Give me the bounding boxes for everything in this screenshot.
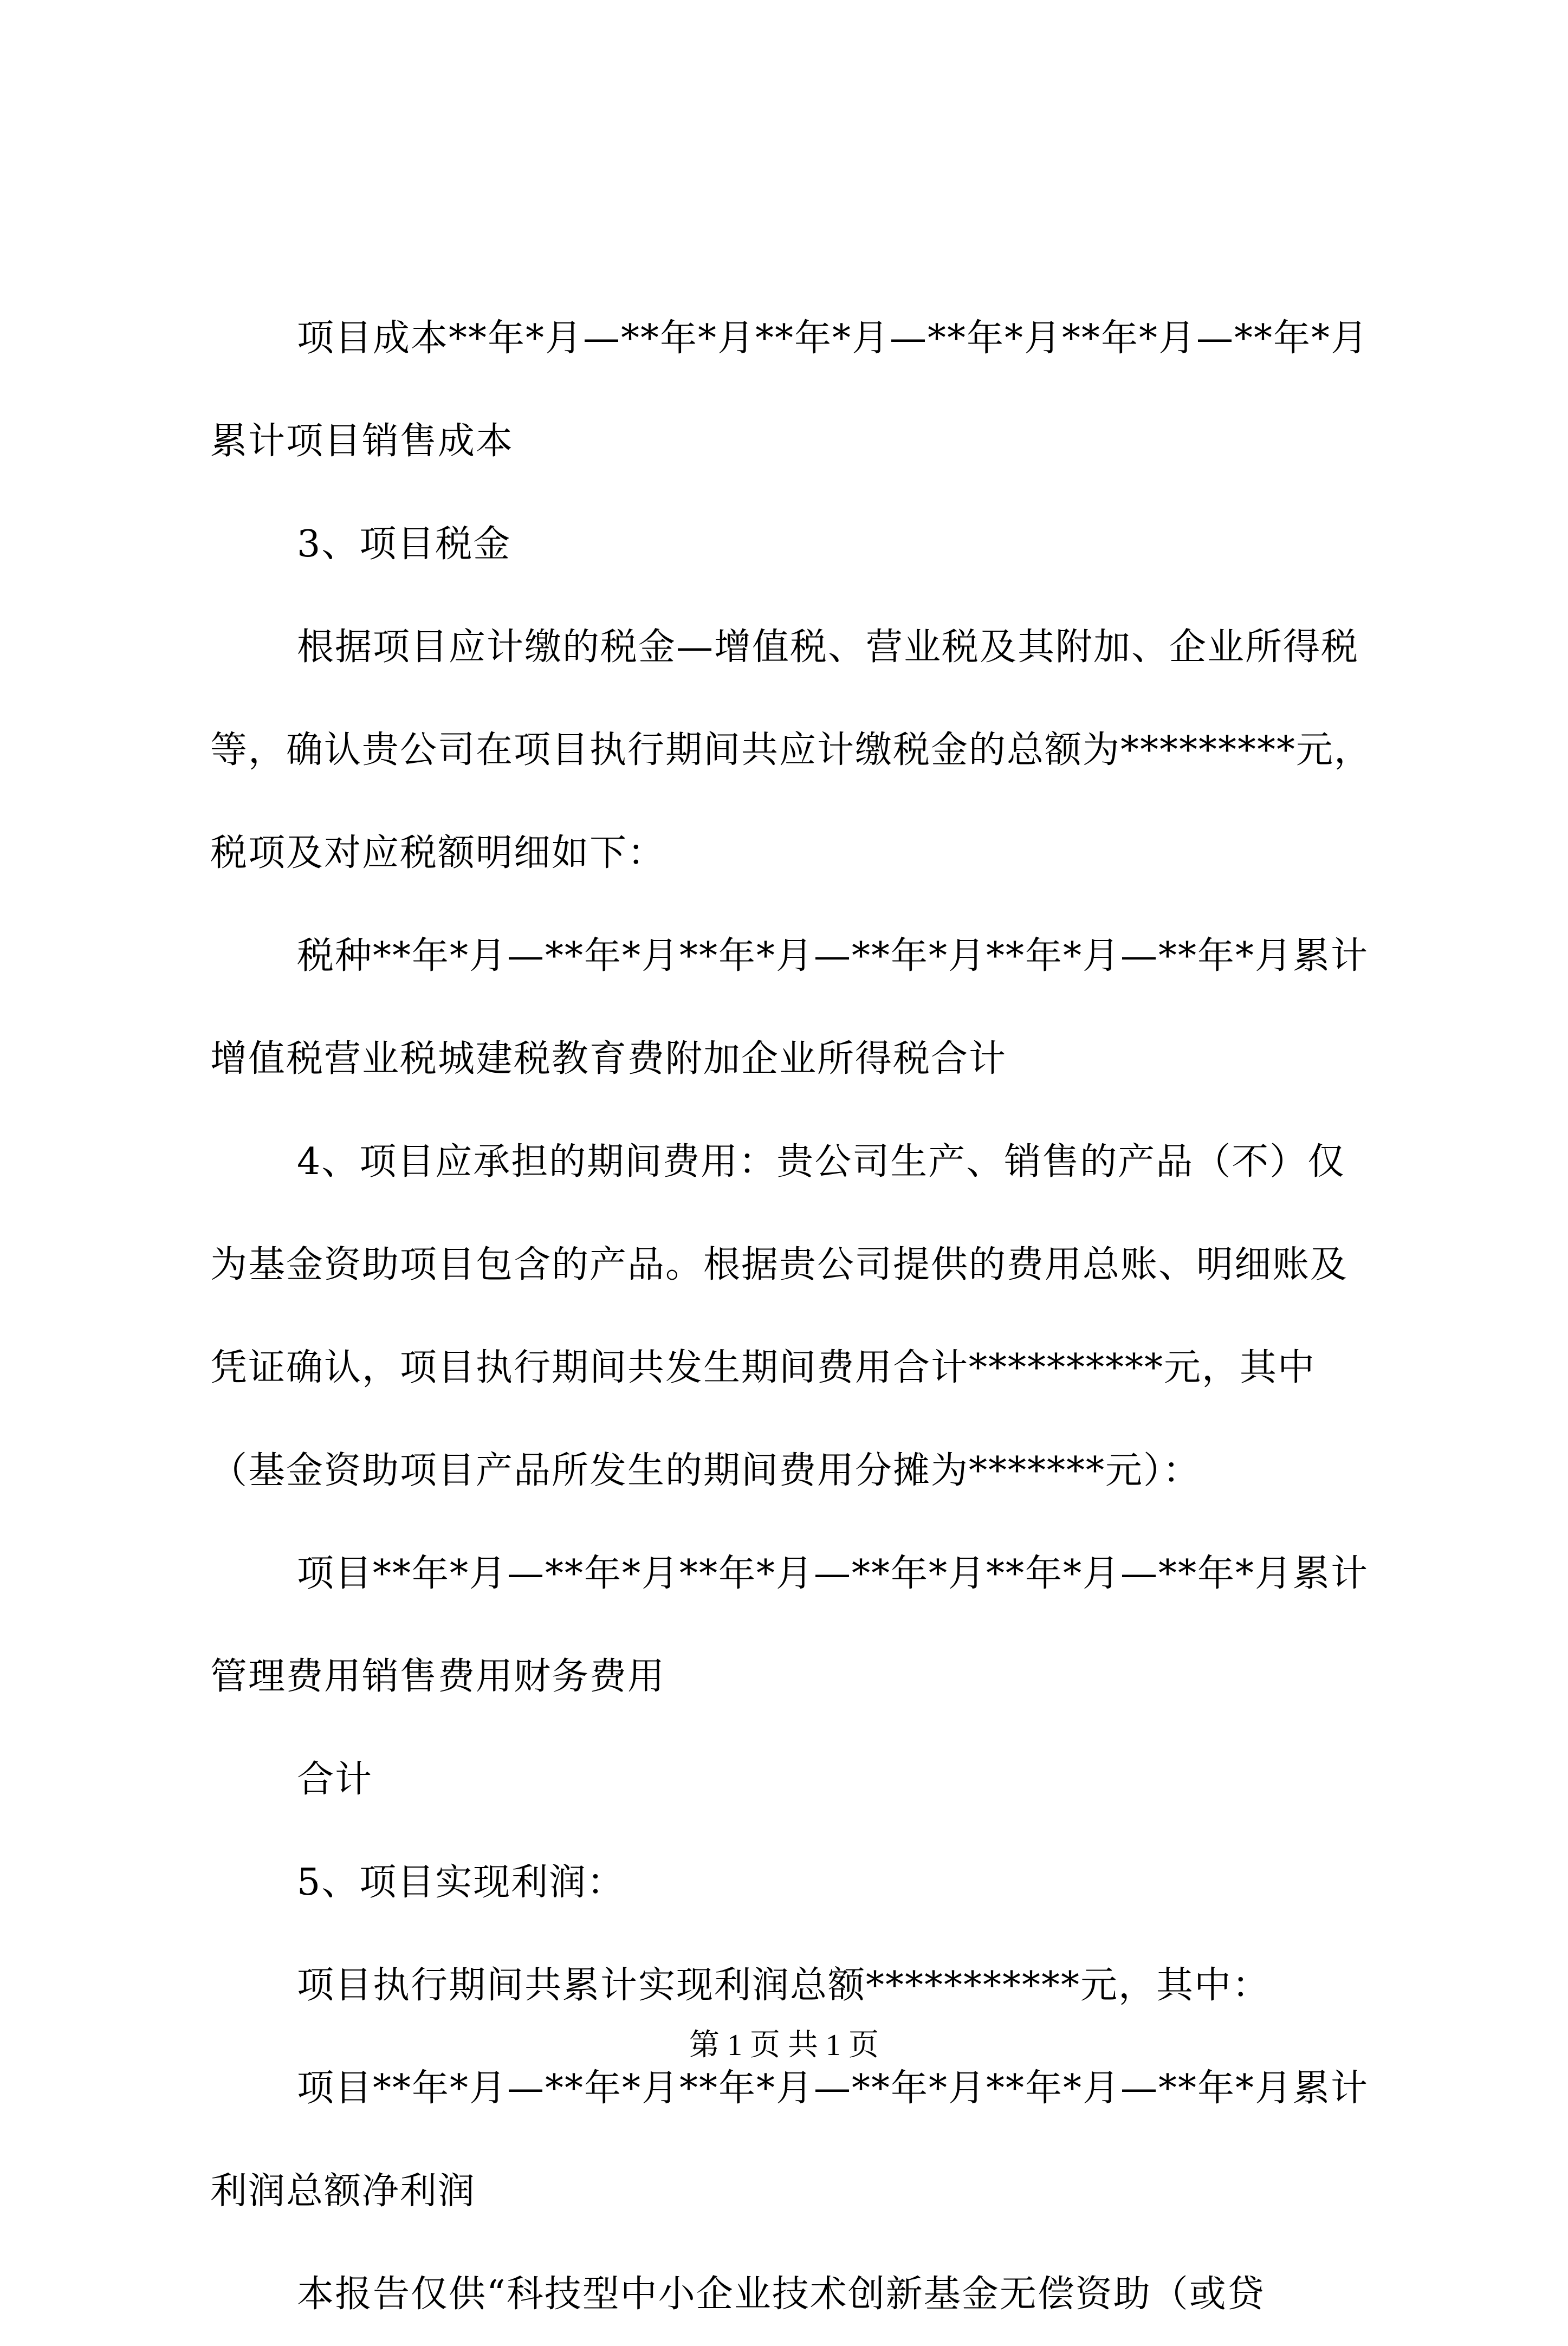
paragraph-report-usage: 本报告仅供“科技型中小企业技术创新基金无偿资助（或贷 [297, 2273, 1265, 2316]
paragraph-period-expenses: 4、项目应承担的期间费用：贵公司生产、销售的产品（不）仅为基金资助项目包含的产品。根据贵公司提供的费用总账、明细账及凭证确认，项目执行期间共发生期间费用合计**********元，其中（基金资助项目产品所发生的期间费用分摊为*******元）： [210, 1140, 1349, 1492]
paragraph-tax-total: 根据项目应计缴的税金—增值税、营业税及其附加、企业所得税等，确认贵公司在项目执行期间共应计缴税金的总额为*********元，税项及对应税额明细如下： [210, 626, 1372, 874]
paragraph-project-cost: 项目成本**年*月—**年*月**年*月—**年*月**年*月—**年*月累计项目销售成本 [210, 317, 1369, 463]
heading-project-tax: 3、项目税金 [297, 523, 511, 566]
paragraph-total: 合计 [297, 1758, 373, 1801]
paragraph-tax-breakdown: 税种**年*月—**年*月**年*月—**年*月**年*月—**年*月累计增值税营业税城建税教育费附加企业所得税合计 [210, 935, 1369, 1080]
paragraph-expense-breakdown: 项目**年*月—**年*月**年*月—**年*月**年*月—**年*月累计管理费用销售费用财务费用 [210, 1552, 1369, 1698]
paragraph-profit-breakdown: 项目**年*月—**年*月**年*月—**年*月**年*月—**年*月累计利润总额净利润 [210, 2067, 1369, 2213]
paragraph-profit-total: 项目执行期间共累计实现利润总额***********元，其中： [297, 1964, 1271, 2007]
heading-project-profit: 5、项目实现利润： [297, 1861, 625, 1904]
page-footer: 第 1 页 共 1 页 [689, 2029, 879, 2062]
